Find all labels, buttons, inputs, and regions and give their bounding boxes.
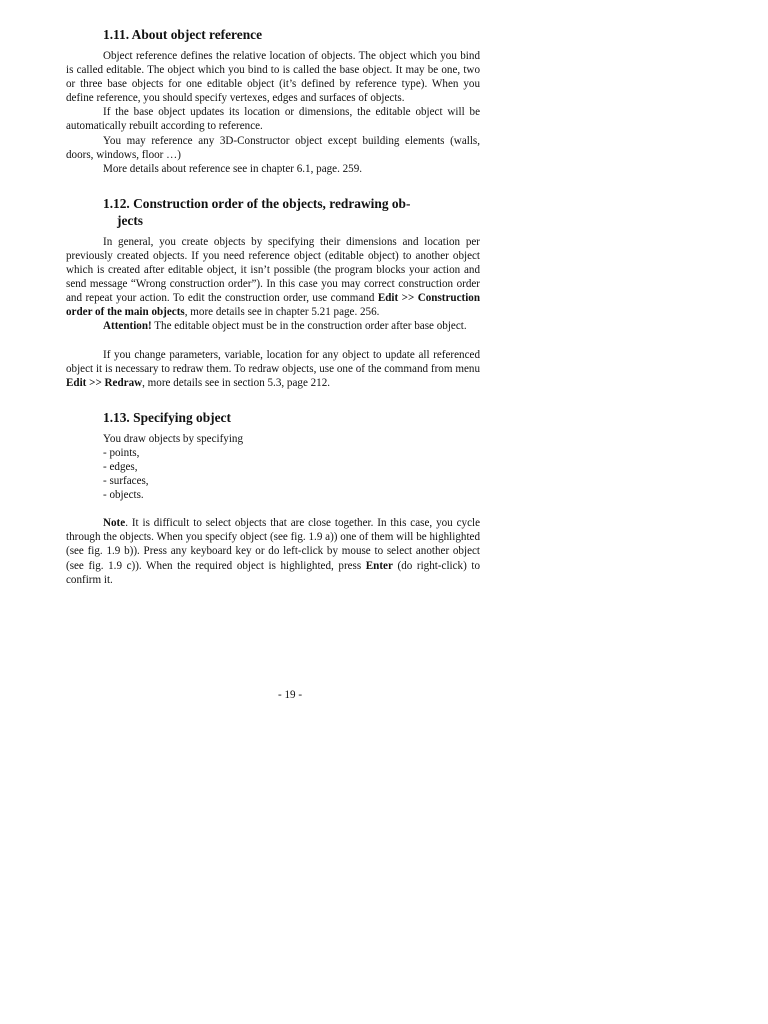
text-run: If you change parameters, variable, location for any object to update all referenced object it is necessary to redraw them. To redraw objects, use one of the command from menu: [66, 348, 480, 375]
note-label: Note: [103, 517, 126, 530]
document-page: [66, 26, 480, 587]
paragraph: [66, 319, 480, 333]
list-item: - surfaces,: [103, 475, 149, 488]
paragraph: [66, 348, 480, 390]
list-item: - points,: [103, 446, 140, 459]
list-item: - objects.: [103, 489, 144, 502]
paragraph: You draw objects by specifying: [103, 432, 243, 445]
text-run: . It is difficult to select objects that are close together. In this case, you cycle through the objects. When you specify object (see fig. 1.9 a)) one of them will be highlighted (see fig. 1.9 b)). Press any keyboard key or do left-click by mouse to select another object (see fig. 1.9 c)). When the required object is highlighted, press: [66, 517, 480, 572]
section-heading-1-11: 1.11. About object reference: [103, 27, 263, 42]
text-run: The editable object must be in the construction order after base object.: [151, 320, 467, 333]
paragraph: If the base object updates its location or dimensions, the editable object will be automatically rebuilt according to reference.: [66, 106, 480, 133]
paragraph: Object reference defines the relative location of objects. The object which you bind is called editable. The object which you bind to is called the base object. It may be one, two or three base objects for one editable object (it’s defined by reference type). When you define reference, you should specify vertexes, edges and surfaces of objects.: [66, 50, 480, 105]
paragraph: You may reference any 3D-Constructor object except building elements (walls, doors, windows, floor …): [66, 134, 480, 161]
text-run: (do right-click) to confirm it.: [66, 559, 480, 586]
heading-line-1: 1.12. Construction order of the objects, redrawing ob-: [103, 195, 411, 211]
section-heading-1-12: [66, 195, 480, 229]
menu-command-text: Edit >> Redraw: [66, 376, 143, 389]
bullet-list: [66, 446, 480, 502]
menu-command-text: Edit >> Construction order of the main objects: [66, 292, 480, 319]
attention-label: Attention!: [103, 320, 152, 333]
section-heading-1-13: 1.13. Specifying object: [103, 409, 231, 425]
text-run: , more details see in chapter 5.21 page. 256.: [184, 306, 380, 319]
key-name-text: Enter: [365, 559, 393, 572]
page-number: - 19 -: [277, 689, 303, 701]
paragraph: More details about reference see in chapter 6.1, page. 259.: [103, 162, 363, 175]
list-item: - edges,: [103, 460, 138, 473]
text-run: , more details see in section 5.3, page 212.: [142, 376, 331, 389]
heading-line-2: jects: [117, 212, 144, 228]
text-run: In general, you create objects by specifying their dimensions and location per previously created objects. If you need reference object (editable object) to another object which is created after editable object, it isn’t possible (the program blocks your action and send message “Wrong construction order”). In this case you may correct construction order and repeat your action. To edit the construction order, use command: [66, 235, 480, 305]
paragraph: [66, 516, 480, 586]
paragraph: [66, 235, 480, 320]
